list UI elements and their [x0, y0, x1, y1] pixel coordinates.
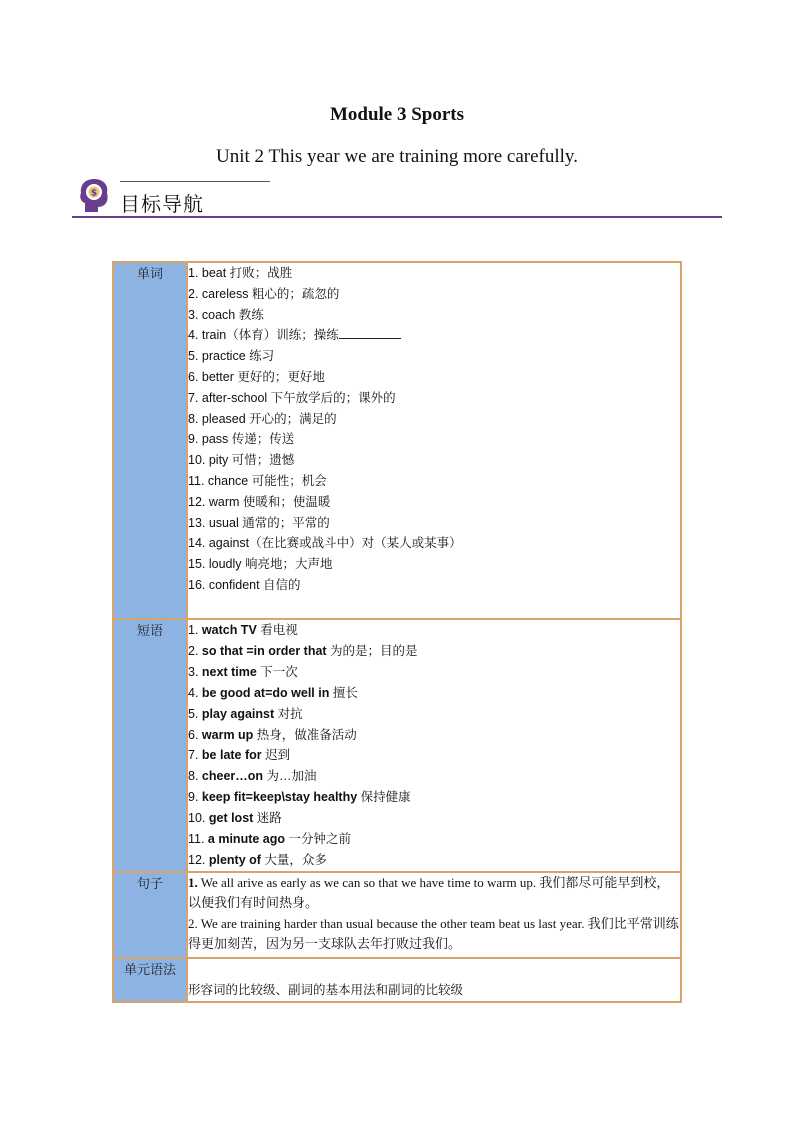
list-item [188, 766, 680, 787]
item-number: 1. [188, 623, 202, 637]
item-number: 8. [188, 769, 202, 784]
list-item [188, 725, 680, 746]
list-item: 3. coach 教练 [188, 307, 264, 322]
list-item: 11. chance 可能性；机会 [188, 473, 327, 488]
grammar-row [113, 958, 681, 1002]
header-overline [120, 181, 270, 182]
item-number: 9. [188, 790, 202, 805]
sentences-label: 句子 [113, 872, 187, 958]
list-item: 8. pleased 开心的；满足的 [188, 411, 337, 426]
phrase-en: a minute ago [207, 832, 286, 847]
list-item [188, 745, 680, 766]
phrase-en: plenty of [208, 852, 261, 867]
brain-icon [76, 176, 112, 216]
phrase-zh: 保持健康 [357, 790, 411, 805]
list-item [188, 787, 680, 808]
phrases-row [113, 619, 681, 872]
phrase-zh: 为…加油 [263, 769, 317, 784]
header-divider [72, 216, 722, 218]
item-number: 1. [188, 874, 198, 890]
item-number: 4. [188, 685, 202, 700]
phrase-zh: 热身，做准备活动 [253, 727, 357, 742]
phrase-zh: 看电视 [256, 623, 298, 637]
list-item [188, 829, 680, 850]
phrase-en: be late for [201, 748, 262, 763]
phrase-en: watch TV [201, 623, 257, 637]
phrase-zh: 迷路 [253, 811, 282, 826]
list-item [188, 850, 680, 871]
list-item: 2. careless 粗心的；疏忽的 [188, 286, 340, 301]
list-item [188, 704, 680, 725]
page-title: Module 3 Sports [329, 104, 465, 125]
vocab-list [187, 262, 681, 619]
item-number: 11. [188, 832, 208, 847]
sentence-item [188, 873, 680, 914]
grammar-label: 单元语法 [113, 958, 187, 1002]
phrases-label: 短语 [113, 619, 187, 872]
list-item: 13. usual 通常的；平常的 [188, 515, 330, 530]
phrase-en: play against [201, 706, 275, 721]
phrase-en: cheer…on [201, 769, 264, 784]
list-item: 12. warm 使暖和；使温暖 [188, 494, 331, 509]
summary-table [112, 261, 682, 1003]
vocab-row [113, 262, 681, 619]
phrase-zh: 对抗 [274, 706, 303, 721]
item-number: 7. [188, 748, 202, 763]
item-number: 10. [188, 811, 209, 826]
grammar-content [187, 958, 681, 1002]
list-item [188, 325, 680, 346]
sentences-row [113, 872, 681, 958]
section-header [72, 176, 722, 220]
phrase-en: so that =in order that [201, 643, 327, 658]
item-number: 5. [188, 706, 202, 721]
list-item: 7. after-school 下午放学后的；课外的 [188, 390, 396, 405]
list-item: 16. confident 自信的 [188, 577, 301, 592]
phrase-zh: 下一次 [256, 664, 298, 679]
list-item-text: 4. train（体育）训练；操练 [188, 328, 339, 343]
svg-text:$: $ [90, 188, 98, 199]
item-number: 6. [188, 727, 202, 742]
list-item [188, 641, 680, 662]
phrase-zh: 擅长 [329, 685, 358, 700]
list-item: 14. against（在比赛或战斗中）对（某人或某事） [188, 536, 462, 551]
item-number: 3. [188, 664, 202, 679]
phrase-zh: 为的是；目的是 [326, 643, 418, 658]
phrase-zh: 大量，众多 [260, 852, 327, 867]
phrase-en: be good at=do well in [201, 685, 330, 700]
list-item: 15. loudly 响亮地；大声地 [188, 557, 333, 572]
list-item [188, 662, 680, 683]
phrase-en: get lost [208, 811, 254, 826]
list-item: 5. practice 练习 [188, 349, 275, 364]
list-item: 9. pass 传递；传送 [188, 432, 295, 447]
sentence-item [188, 914, 680, 955]
section-header-text: 目标导航 [120, 192, 204, 216]
item-number: 2. [188, 915, 198, 931]
item-number: 12. [188, 852, 209, 867]
phrase-en: next time [201, 664, 257, 679]
phrase-en: warm up [201, 727, 254, 742]
phrases-list [187, 619, 681, 872]
list-item: 10. pity 可惜；遗憾 [188, 453, 295, 468]
grammar-text: 形容词的比较级、副词的基本用法和副词的比较级 [188, 981, 464, 997]
page-subtitle: Unit 2 This year we are training more carefully. [216, 146, 578, 167]
item-number: 2. [188, 643, 202, 658]
sentence-text: We are training harder than usual because the other team beat us last year. 我们比平常训练得更加刻苦，因为另一支球队去年打败过我们。 [188, 915, 679, 952]
phrase-en: keep fit=keep\stay healthy [201, 790, 358, 805]
list-item: 1. beat 打败；战胜 [188, 266, 293, 280]
list-item [188, 620, 680, 641]
blank-line [339, 326, 401, 339]
vocab-label: 单词 [113, 262, 187, 619]
list-item: 6. better 更好的；更好地 [188, 369, 325, 384]
sentences-list [187, 872, 681, 958]
phrase-zh: 迟到 [261, 748, 291, 763]
list-item [188, 808, 680, 829]
phrase-zh: 一分钟之前 [285, 832, 351, 847]
list-item [188, 683, 680, 704]
sentence-text: We all arive as early as we can so that we have time to warm up. 我们都尽可能早到校，以便我们有时间热身。 [188, 874, 670, 911]
